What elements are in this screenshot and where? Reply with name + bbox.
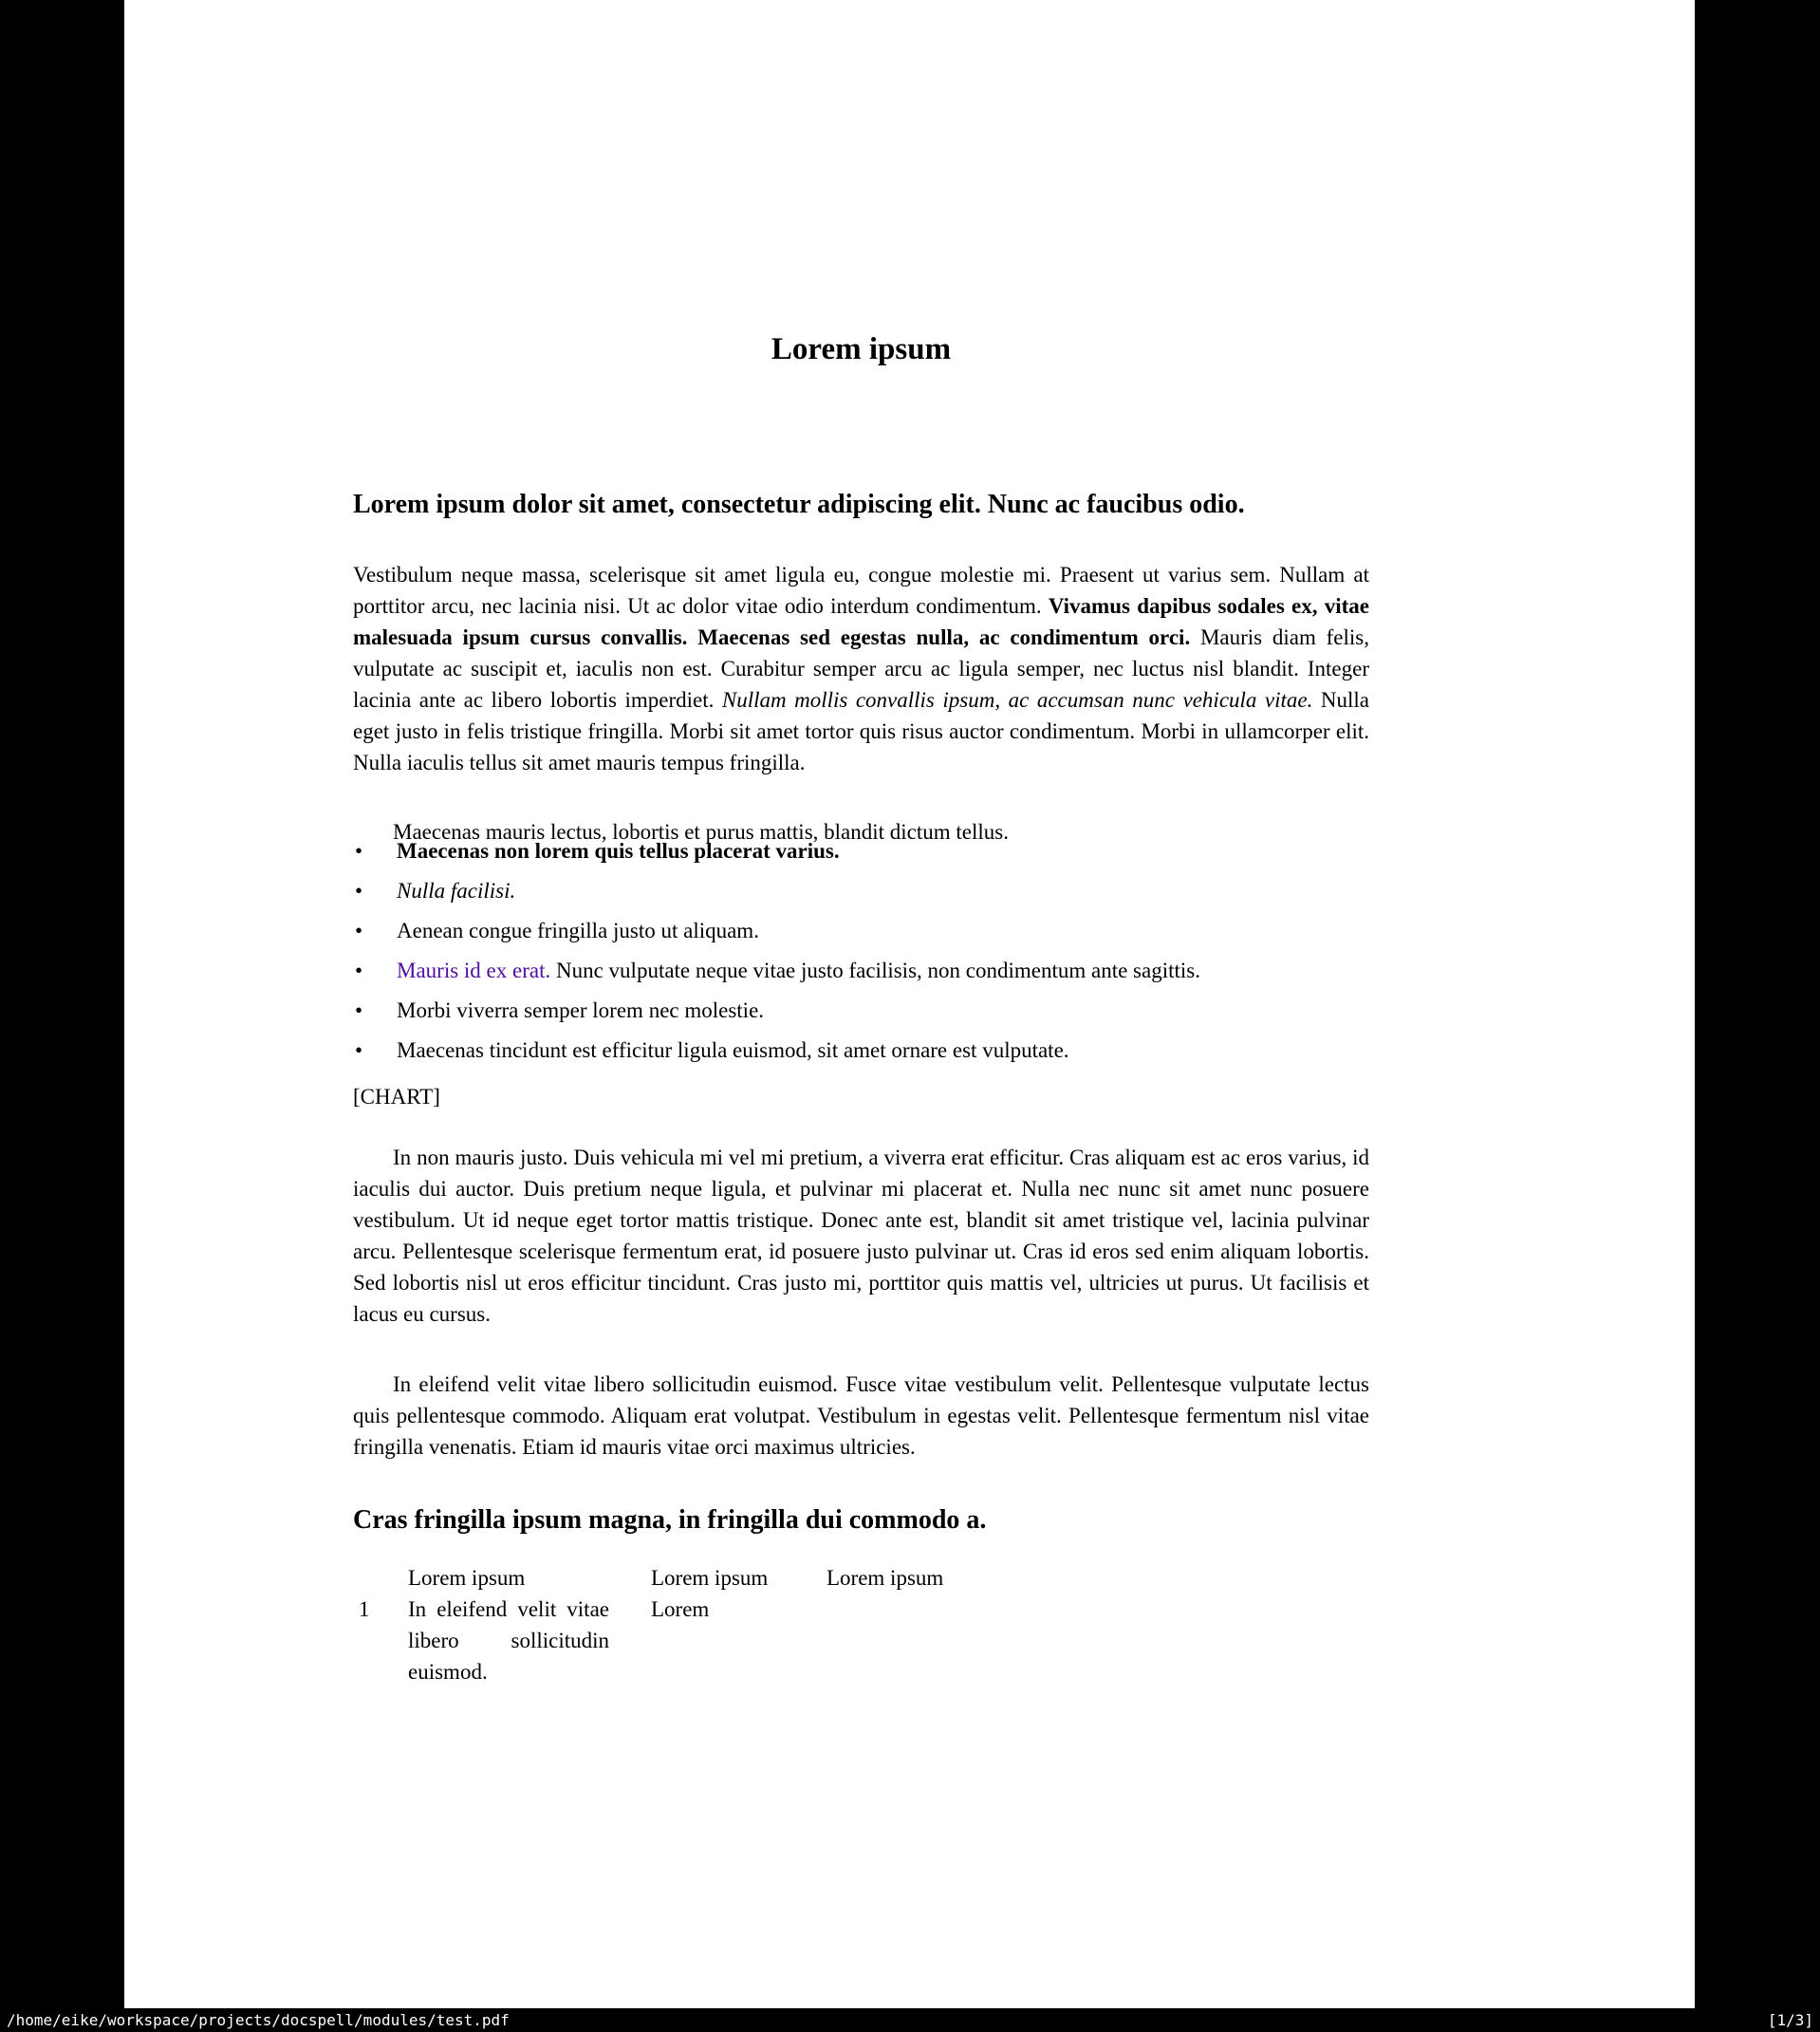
bullet-item — [353, 955, 1369, 986]
text-segment: Nulla facilisi. — [397, 879, 516, 903]
text-segment: Nulla eget justo in felis tristique fringilla. Morbi sit amet tortor quis risus auctor condimentum. Morbi in ullamcorper elit. Nulla iaculis tellus sit amet mauris tempus fringilla. — [353, 688, 1369, 774]
paragraph-2: In non mauris justo. Duis vehicula mi vel mi pretium, a viverra erat efficitur. Cras aliquam est ac eros varius, id iaculis dui auctor. Duis pretium neque ligula, et pulvinar mi placerat et. Nulla nec nunc sit amet nunc posuere vestibulum. Ut id neque eget tortor mattis tristique. Donec ante est, blandit sit amet tristique vel, lacinia pulvinar arcu. Pellentesque scelerisque fermentum erat, id posuere justo pulvinar ut. Cras id eros sed enim aliquam lobortis. Sed lobortis nisl ut eros efficitur tincidunt. Cras justo mi, porttitor quis mattis vel, ultricies ut purus. Ut facilisis et lacus eu cursus. — [353, 1146, 1369, 1326]
table-header-cell: Lorem ipsum — [826, 1566, 944, 1590]
bullet-list — [353, 835, 1369, 1074]
bullet-item — [353, 835, 1369, 867]
text-segment: Morbi viverra semper lorem nec molestie. — [397, 998, 765, 1022]
page-content — [353, 0, 1369, 2008]
table-header-row — [353, 1562, 1369, 1594]
text-segment: Vivamus dapibus sodales ex, vitae malesuada ipsum cursus convallis. Maecenas sed egestas nulla, ac condimentum orci. — [353, 594, 1370, 649]
bullet-item — [353, 1035, 1369, 1066]
document-title: Lorem ipsum — [771, 332, 952, 366]
document-table — [353, 1562, 1369, 1687]
table-cell: Lorem — [651, 1597, 710, 1621]
paragraph-indented: Maecenas mauris lectus, lobortis et purus mattis, blandit dictum tellus. — [393, 820, 1009, 844]
chart-placeholder: [CHART] — [353, 1085, 440, 1109]
table-row — [353, 1594, 1369, 1687]
text-segment: Nullam mollis convallis ipsum, ac accumsan nunc vehicula vitae. — [721, 688, 1313, 712]
section-heading-2: Cras fringilla ipsum magna, in fringilla dui commodo a. — [353, 1505, 987, 1535]
statusbar-file-path: /home/eike/workspace/projects/docspell/modules/test.pdf — [7, 2011, 510, 2029]
statusbar — [0, 2008, 1820, 2032]
text-segment: Vestibulum neque massa, scelerisque sit amet ligula eu, congue molestie mi. Praesent ut varius sem. Nullam at porttitor arcu, nec lacinia nisi. Ut ac dolor vitae odio interdum condimentum. — [353, 563, 1369, 618]
text-segment: Maecenas non lorem quis tellus placerat varius. — [397, 839, 840, 863]
table-header-cell: Lorem ipsum — [408, 1566, 526, 1590]
bullet-item — [353, 915, 1369, 946]
statusbar-page-indicator: [1/3] — [1767, 2011, 1813, 2029]
text-segment: Maecenas tincidunt est efficitur ligula euismod, sit amet ornare est vulputate. — [397, 1038, 1069, 1062]
bullet-item — [353, 875, 1369, 906]
bullet-item — [353, 995, 1369, 1026]
pdf-page[interactable] — [124, 0, 1695, 2008]
text-segment: Mauris diam felis, vulputate ac suscipit et, iaculis non est. Curabitur semper arcu ac ligula semper, nec luctus nisl blandit. Integer lacinia ante ac libero lobortis imperdiet. — [353, 625, 1369, 712]
paragraph-1 — [353, 559, 1369, 778]
table-cell: In eleifend velit vitae libero sollicitudin euismod. — [408, 1597, 609, 1684]
table-row-number: 1 — [359, 1597, 370, 1621]
section-heading-1: Lorem ipsum dolor sit amet, consectetur adipiscing elit. Nunc ac faucibus odio. — [353, 490, 1245, 519]
paragraph-3: In eleifend velit vitae libero sollicitudin euismod. Fusce vitae vestibulum velit. Pellentesque vulputate lectus quis pellentesque commodo. Aliquam erat volutpat. Vestibulum in egestas velit. Pellentesque fermentum nisl vitae fringilla venenatis. Etiam id mauris vitae orci maximus ultricies. — [353, 1372, 1369, 1459]
table-header-cell: Lorem ipsum — [651, 1566, 769, 1590]
hyperlink[interactable]: Mauris id ex erat. — [397, 959, 551, 982]
text-segment: Aenean congue fringilla justo ut aliquam. — [397, 919, 759, 942]
text-segment: Nunc vulputate neque vitae justo facilisis, non condimentum ante sagittis. — [550, 959, 1200, 982]
